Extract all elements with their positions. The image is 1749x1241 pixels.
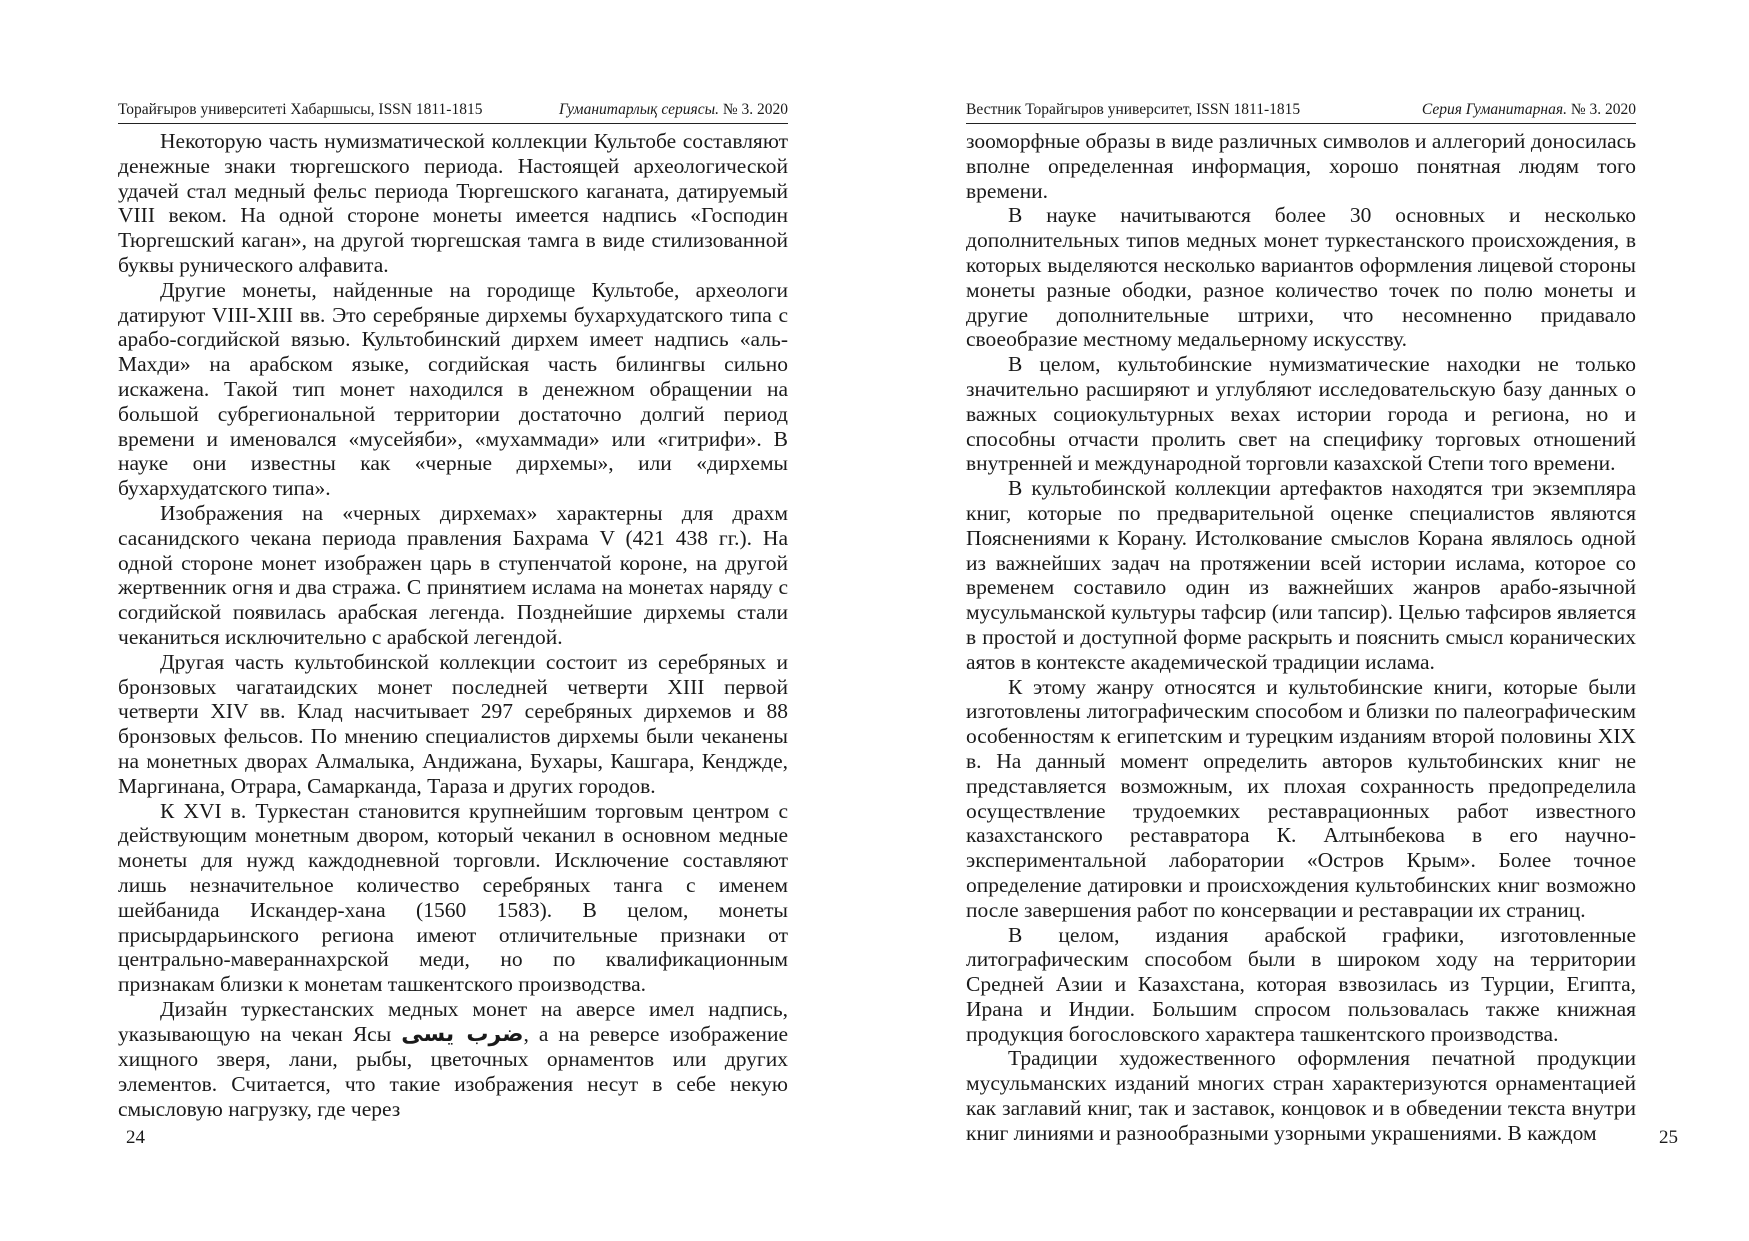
arabic-inscription: ضرب يسى [401,1021,524,1047]
paragraph-continuation: зооморфные образы в виде различных символов и аллегорий доносилась вполне определенная информация, хорошо понятная людям того времени. [966,129,1636,203]
paragraph: К XVI в. Туркестан становится крупнейшим торговым центром с действующим монетным двором, который чеканил в основном медные монеты для нужд каждодневной торговли. Исключение составляют лишь незначительное количество серебряных танга с именем шейбанида Искандер-хана (1560 1583). В целом, монеты присырдарьинского региона имеют отличительные признаки от центрально-мавераннахрской меди, но по квалификационным признакам близки к монетам ташкентского производства. [118,798,788,997]
left-page [0,0,874,1241]
right-page [874,0,1749,1241]
issue-number: № 3. 2020 [1570,101,1636,118]
issue-number: № 3. 2020 [722,101,788,118]
journal-title: Торайғыров университеті Хабаршысы, ISSN 1811-1815 [118,101,483,118]
series-name: Серия Гуманитарная. [1421,101,1567,118]
page-number: 25 [1659,1127,1678,1148]
paragraph: Изображения на «черных дирхемах» характерны для драхм сасанидского чекана периода правления Бахрама V (421 438 гг.). На одной стороне монет изображен царь в ступенчатой короне, на другой жертвенник огня и два стража. С принятием ислама на монетах наряду с согдийской появилась арабская легенда. Позднейшие дирхемы стали чеканиться исключительно с арабской легендой. [118,500,788,649]
running-head-left [118,93,788,124]
paragraph: Другие монеты, найденные на городище Культобе, археологи датируют VIII-XIII вв. Это серебряные дирхемы бухархудатского типа с арабо-согдийской вязью. Культобинский дирхем имеет надпись «аль-Махди» на арабском языке, согдийская часть билингвы сильно искажена. Такой тип монет находился в денежном обращении на большой субрегиональной территории достаточно долгий период времени и именовался «мусейяби», «мухаммади» или «гитрифи». В науке они известны как «черные дирхемы», или «дирхемы бухархудатского типа». [118,277,788,501]
paragraph: В культобинской коллекции артефактов находятся три экземпляра книг, которые по предварительной оценке специалистов являются Пояснениями к Корану. Истолкование смыслов Корана являлось одной из важнейших задач на протяжении всей истории ислама, которое со временем составило один из важнейших жанров арабо-язычной мусульманской культуры тафсир (или тапсир). Целью тафсиров является в простой и доступной форме раскрыть и пояснить смысл коранических аятов в контексте академической традиции ислама. [966,476,1636,674]
series-issue [559,101,788,119]
page-number: 24 [126,1127,145,1148]
paragraph: Некоторую часть нумизматической коллекции Культобе составляют денежные знаки тюргешского периода. Настоящей археологической удачей стал медный фельс периода Тюргешского каганата, датируемый VIII веком. На одной стороне монеты имеется надпись «Господин Тюргешский каган», на другой тюргешская тамга в виде стилизованной буквы рунического алфавита. [118,129,788,277]
paragraph: В науке начитываются более 30 основных и несколько дополнительных типов медных монет туркестанского происхождения, в которых выделяются несколько вариантов оформления лицевой стороны монеты разные ободки, разное количество точек по полю монеты и другие дополнительные штрихи, что несомненно придавало своеобразие местному медальерному искусству. [966,203,1636,352]
paragraph: Традиции художественного оформления печатной продукции мусульманских изданий многих стран характеризуются орнаментацией как заглавий книг, так и заставок, концовок и в обведении текста внутри книг линиями и разнообразными узорными украшениями. В каждом [966,1046,1636,1145]
paragraph: В целом, культобинские нумизматические находки не только значительно расширяют и углубляют исследовательскую базу данных о важных социокультурных вехах истории города и региона, но и способны отчасти пролить свет на специфику торговых отношений внутренней и международной торговли казахской Степи того времени. [966,352,1636,476]
body-text-left [118,129,788,1122]
paragraph-text-before: Дизайн туркестанских медных монет на аверсе имел надпись, указывающую на чекан Ясы [118,996,788,1046]
series-name: Гуманитарлық сериясы. [559,101,719,118]
series-issue [1422,101,1636,119]
journal-title: Вестник Торайгыров университет, ISSN 1811-1815 [966,101,1301,118]
paragraph: В целом, издания арабской графики, изготовленные литографическим способом были в широком ходу на территории Средней Азии и Казахстана, которая взвозилась из Турции, Египта, Ирана и Индии. Большим спросом пользовалась также книжная продукция богословского характера ташкентского производства. [966,922,1636,1046]
paragraph: Другая часть культобинской коллекции состоит из серебряных и бронзовых чагатаидских монет последней четверти XIII первой четверти XIV вв. Клад насчитывает 297 серебряных дирхемов и 88 бронзовых фельсов. По мнению специалистов дирхемы были чеканены на монетных дворах Алмалыка, Андижана, Бухары, Кашгара, Кенджде, Маргинана, Отрара, Самарканда, Тараза и других городов. [118,649,788,798]
paragraph: К этому жанру относятся и культобинские книги, которые были изготовлены литографическим способом и близки по палеографическим особенностям к египетским и турецким изданиям второй половины XIX в. На данный момент определить авторов культобинских книг не представляется возможным, их плохая сохранность предопределила осуществление трудоемких реставрационных работ известного казахстанского реставратора К. Алтынбекова в его научно-экспериментальной лаборатории «Остров Крым». Более точное определение датировки и происхождения культобинских книг возможно после завершения работ по консервации и реставрации их страниц. [966,674,1636,922]
paragraph-with-arabic [118,997,788,1122]
body-text-right [966,129,1636,1146]
paragraph-text-after: , а на реверсе изображение хищного зверя, лани, рыбы, цветочных орнаментов или других элементов. Считается, что такие изображения несут в себе некую смысловую нагрузку, где через [118,1021,788,1122]
running-head-right [966,93,1636,124]
